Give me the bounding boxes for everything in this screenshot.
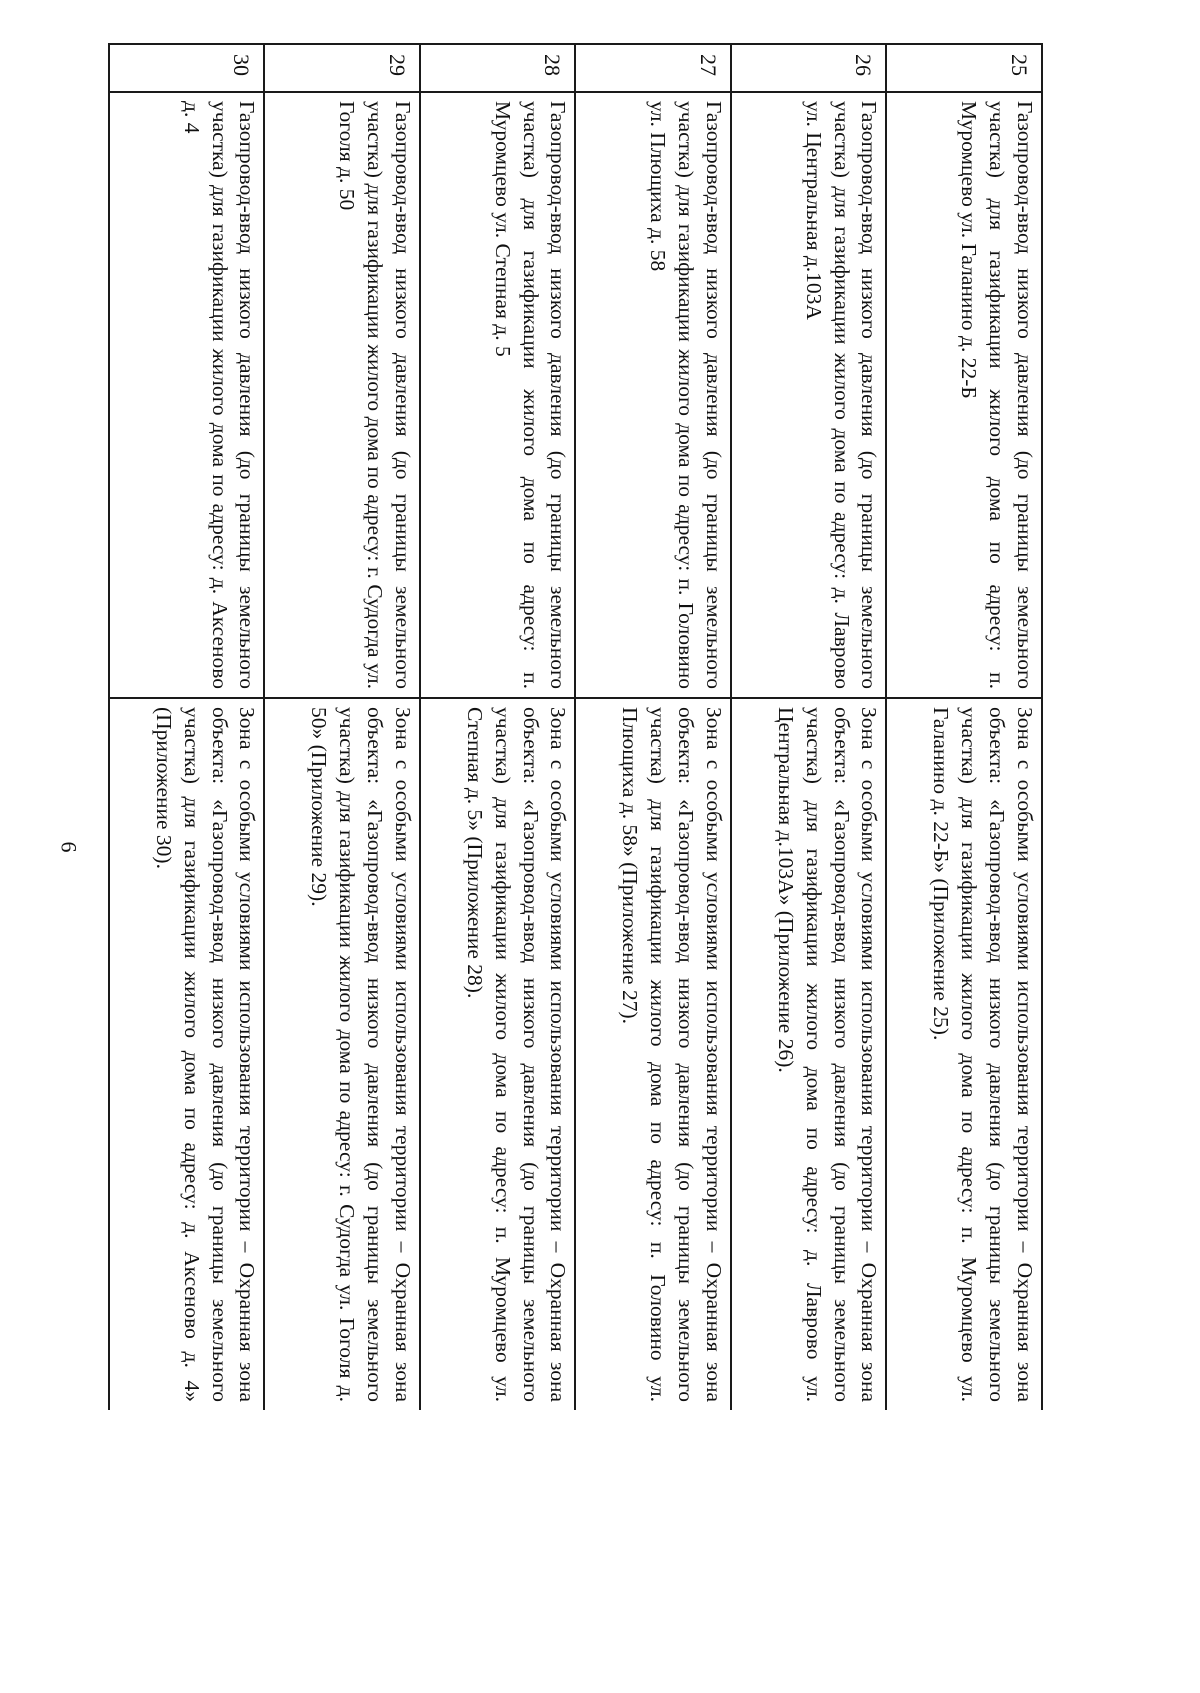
row-number: 27 [576,44,732,92]
zone-description: Зона с особыми условиями использования территории – Охранная зона объекта: «Газопровод-ввод низкого давления (до границы земельного участка) для газификации жилого дома по адресу: д. Лаврово ул. Центральная д.103А» (Приложение 26). [731,698,887,1410]
document-table-rotated [108,43,1043,1410]
zone-description: Зона с особыми условиями использования территории – Охранная зона объекта: «Газопровод-ввод низкого давления (до границы земельного участка) для газификации жилого дома по адресу: п. Головино ул. Плющиха д. 58» (Приложение 27). [576,698,732,1410]
zones-table [108,43,1043,1410]
page-number-text: 6 [56,841,81,852]
object-description: Газопровод-ввод низкого давления (до границы земельного участка) для газификации жилого дома по адресу: п. Головино ул. Плющиха д. 58 [576,92,732,698]
table-row [265,44,421,1410]
row-number: 26 [731,44,887,92]
row-number: 29 [265,44,421,92]
object-description: Газопровод-ввод низкого давления (до границы земельного участка) для газификации жилого дома по адресу: п. Муромцево ул. Галанино д. 22-Б [887,92,1043,698]
table-row [887,44,1043,1410]
row-number: 28 [420,44,576,92]
object-description: Газопровод-ввод низкого давления (до границы земельного участка) для газификации жилого дома по адресу: д. Лаврово ул. Центральная д.103А [731,92,887,698]
zone-description: Зона с особыми условиями использования территории – Охранная зона объекта: «Газопровод-ввод низкого давления (до границы земельного участка) для газификации жилого дома по адресу: г. Судогда ул. Гоголя д. 50» (Приложение 29). [265,698,421,1410]
table-row [109,44,265,1410]
object-description: Газопровод-ввод низкого давления (до границы земельного участка) для газификации жилого дома по адресу: г. Судогда ул. Гоголя д. 50 [265,92,421,698]
zone-description: Зона с особыми условиями использования территории – Охранная зона объекта: «Газопровод-ввод низкого давления (до границы земельного участка) для газификации жилого дома по адресу: п. Муромцево ул. Степная д. 5» (Приложение 28). [420,698,576,1410]
object-description: Газопровод-ввод низкого давления (до границы земельного участка) для газификации жилого дома по адресу: д. Аксеново д. 4 [109,92,265,698]
table-row [731,44,887,1410]
page-number [48,0,88,1693]
zone-description: Зона с особыми условиями использования территории – Охранная зона объекта: «Газопровод-ввод низкого давления (до границы земельного участка) для газификации жилого дома по адресу: п. Муромцево ул. Галанино д. 22-Б» (Приложение 25). [887,698,1043,1410]
table-row [576,44,732,1410]
zone-description: Зона с особыми условиями использования территории – Охранная зона объекта: «Газопровод-ввод низкого давления (до границы земельного участка) для газификации жилого дома по адресу: д. Аксеново д. 4» (Приложение 30). [109,698,265,1410]
object-description: Газопровод-ввод низкого давления (до границы земельного участка) для газификации жилого дома по адресу: п. Муромцево ул. Степная д. 5 [420,92,576,698]
row-number: 25 [887,44,1043,92]
document-table-frame [108,43,1043,1410]
row-number: 30 [109,44,265,92]
table-row [420,44,576,1410]
